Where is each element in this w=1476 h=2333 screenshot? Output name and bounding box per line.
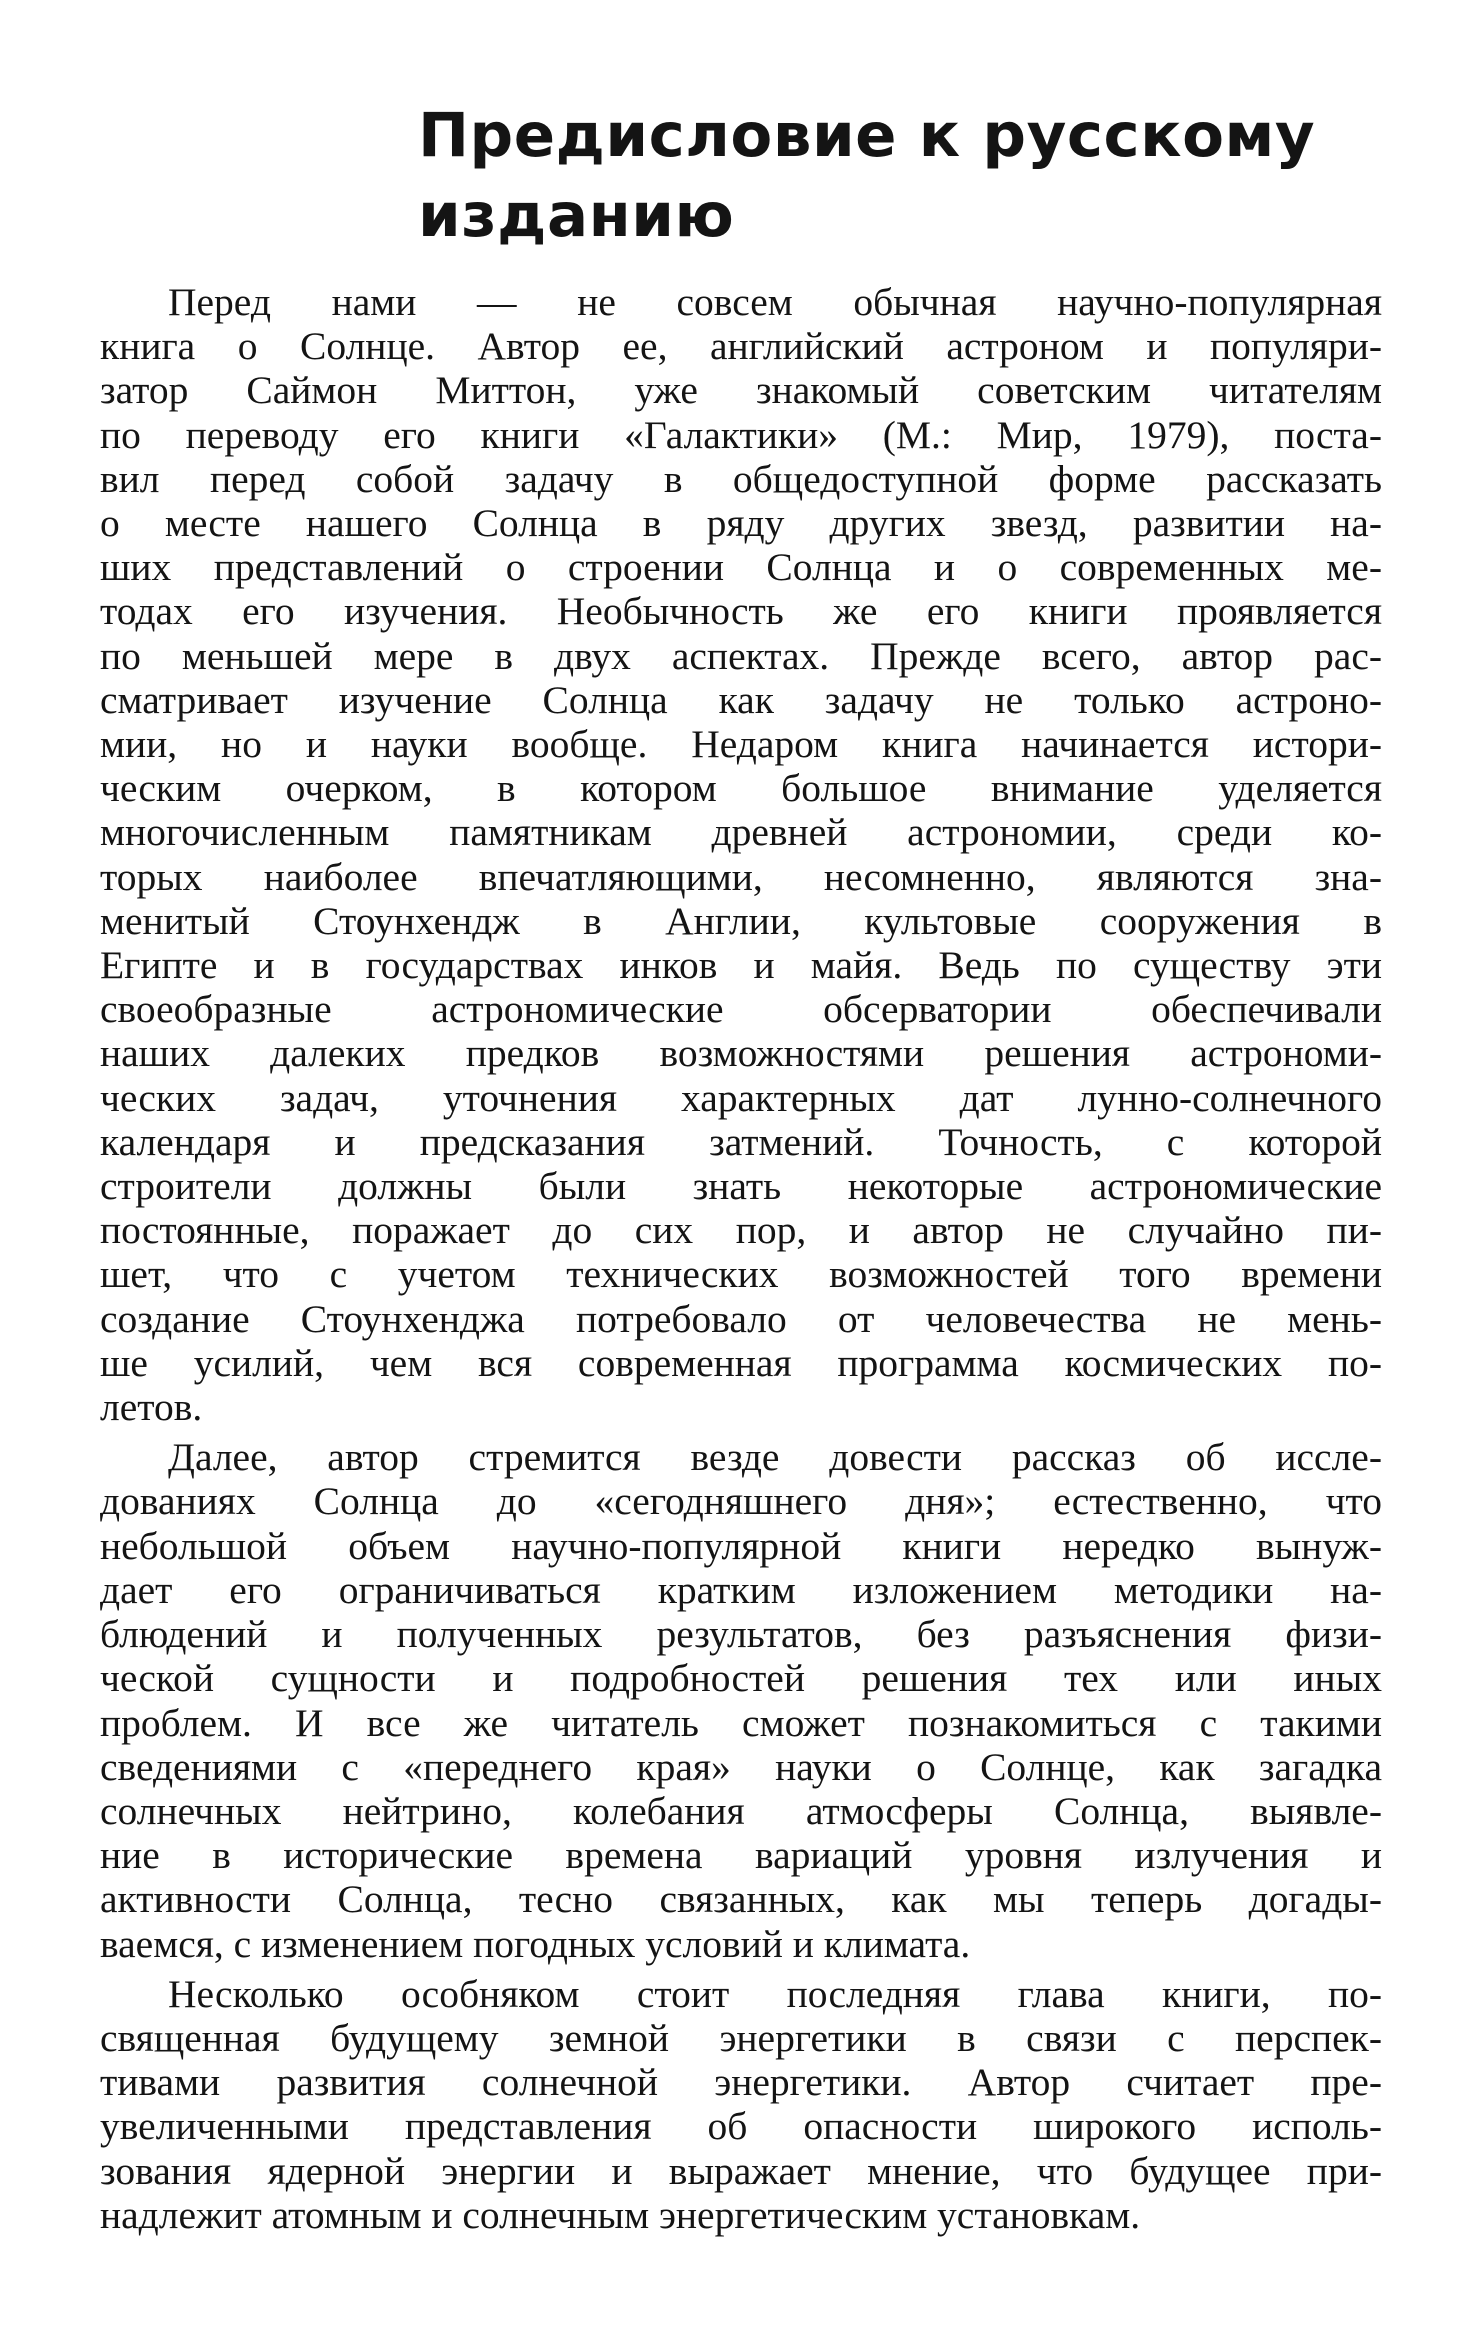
paragraph-1 [100,280,1382,1429]
text-line: солнечных нейтрино, колебания атмосферы Солнца, выявле- [100,1788,1382,1833]
body-text [100,280,1382,2237]
title-line: изданию [418,180,735,251]
text-line: мии, но и науки вообще. Недаром книга начинается истори- [100,722,1382,767]
text-line: торых наиболее впечатляющими, несомненно, являются зна- [100,854,1382,899]
text-line: затор Саймон Миттон, уже знакомый советским читателям [100,368,1382,413]
text-line: ше усилий, чем вся современная программа космических по- [100,1340,1382,1385]
text-line: Далее, автор стремится везде довести рассказ об иссле- [168,1435,1382,1480]
text-line: наших далеких предков возможностями решения астрономи- [100,1031,1382,1076]
text-line: календаря и предсказания затмений. Точность, с которой [100,1119,1382,1164]
title-line: Предисловие к русскому [418,100,1316,171]
text-line: Перед нами — не совсем обычная научно-популярная [168,280,1382,324]
text-line: ческим очерком, в котором большое внимание уделяется [100,766,1382,811]
text-line: Египте и в государствах инков и майя. Ведь по существу эти [100,943,1382,988]
text-line: надлежит атомным и солнечным энергетическим установкам. [100,2192,1141,2237]
text-line: ших представлений о строении Солнца и о современных ме- [100,545,1382,590]
text-line: дает его ограничиваться кратким изложением методики на- [100,1567,1382,1612]
text-line: тодах его изучения. Необычность же его книги проявляется [100,589,1382,634]
text-line: ние в исторические времена вариаций уровня излучения и [100,1833,1382,1878]
text-line: ческой сущности и подробностей решения тех или иных [100,1656,1382,1701]
page-title [418,96,1378,256]
text-line: создание Стоунхенджа потребовало от человечества не мень- [100,1296,1382,1341]
text-line: о месте нашего Солнца в ряду других звезд, развитии на- [100,501,1382,546]
text-line: небольшой объем научно-популярной книги нередко вынуж- [100,1523,1382,1568]
text-line: тивами развития солнечной энергетики. Автор считает пре- [100,2060,1382,2105]
text-line: сматривает изучение Солнца как задачу не только астроно- [100,677,1382,722]
text-line: строители должны были знать некоторые астрономические [100,1164,1382,1209]
text-line: ческих задач, уточнения характерных дат лунно-солнечного [100,1075,1382,1120]
paragraph-3 [100,1972,1382,2237]
text-line: дованиях Солнца до «сегодняшнего дня»; естественно, что [100,1479,1382,1524]
text-line: проблем. И все же читатель сможет познакомиться с такими [100,1700,1382,1745]
text-line: Несколько особняком стоит последняя глава книги, по- [168,1971,1382,2016]
text-line: по переводу его книги «Галактики» (М.: Мир, 1979), поста- [100,412,1382,457]
text-line: летов. [100,1385,203,1430]
text-line: шет, что с учетом технических возможностей того времени [100,1252,1382,1297]
text-line: зования ядерной энергии и выражает мнение, что будущее при- [100,2148,1382,2193]
text-line: своеобразные астрономические обсерватории обеспечивали [100,987,1382,1032]
text-line: блюдений и полученных результатов, без разъяснения физи- [100,1612,1382,1657]
text-line: по меньшей мере в двух аспектах. Прежде всего, автор рас- [100,633,1382,678]
paragraph-2 [100,1435,1382,1965]
text-line: священная будущему земной энергетики в связи с перспек- [100,2015,1382,2060]
text-line: менитый Стоунхендж в Англии, культовые сооружения в [100,898,1382,943]
text-line: ваемся, с изменением погодных условий и климата. [100,1921,971,1966]
text-line: книга о Солнце. Автор ее, английский астроном и популяри- [100,324,1382,369]
text-line: активности Солнца, тесно связанных, как мы теперь догады- [100,1877,1382,1922]
text-line: многочисленным памятникам древней астрономии, среди ко- [100,810,1382,855]
text-line: увеличенными представления об опасности широкого исполь- [100,2104,1382,2149]
text-line: вил перед собой задачу в общедоступной форме рассказать [100,456,1382,501]
text-line: постоянные, поражает до сих пор, и автор не случайно пи- [100,1208,1382,1253]
text-line: сведениями с «переднего края» науки о Солнце, как загадка [100,1744,1382,1789]
